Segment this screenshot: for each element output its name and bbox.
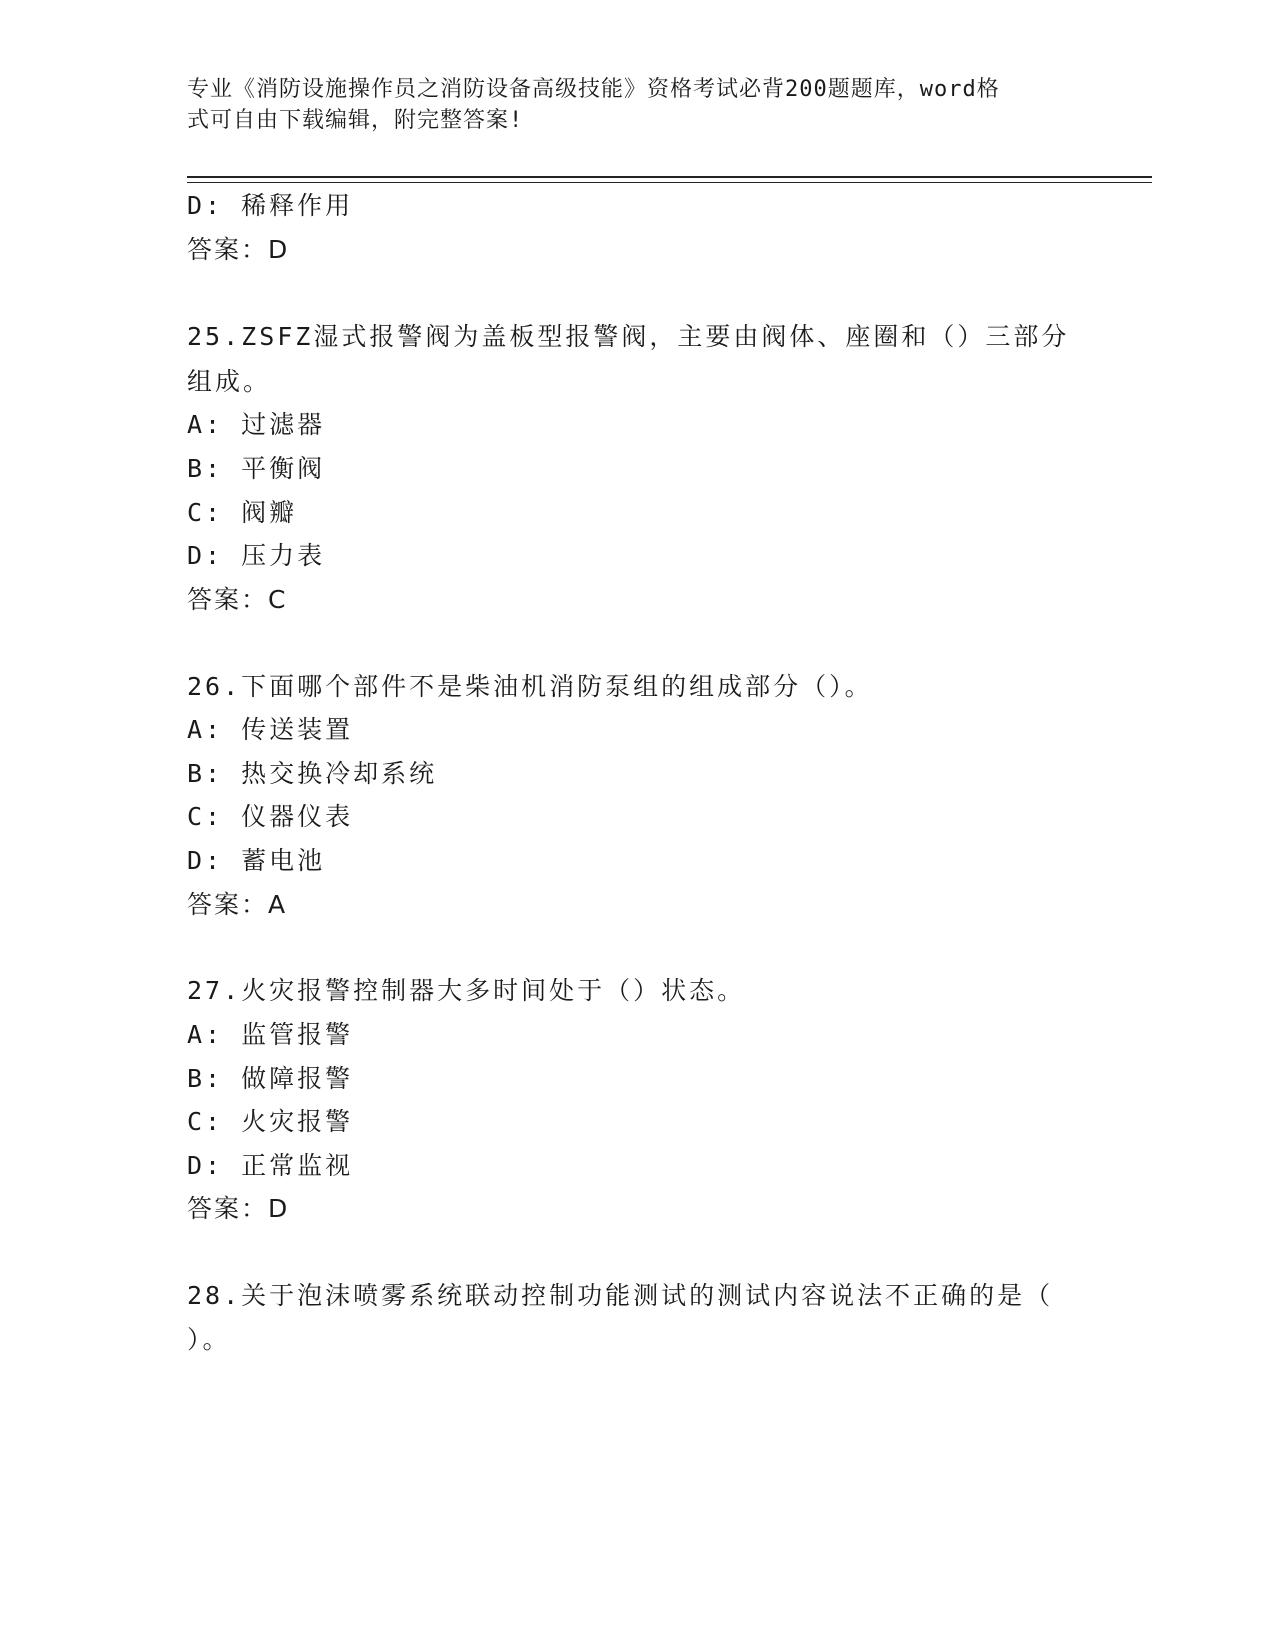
question-25-option-a: A: 过滤器 <box>187 410 326 439</box>
question-26-option-c: C: 仪器仪表 <box>187 802 354 831</box>
question-28-stem-line-2: ）。 <box>187 1325 231 1354</box>
question-25-answer: 答案：C <box>187 585 288 614</box>
question-26-option-d: D: 蓄电池 <box>187 846 326 875</box>
question-25-option-d: D: 压力表 <box>187 541 326 570</box>
question-26-option-b: B: 热交换冷却系统 <box>187 759 438 788</box>
question-27-option-a: A: 监管报警 <box>187 1020 354 1049</box>
prev-answer: 答案：D <box>187 235 290 264</box>
header-line-1: 专业《消防设施操作员之消防设备高级技能》资格考试必背200题题库，word格 <box>187 77 1000 102</box>
document-header <box>187 74 1067 136</box>
question-27-option-c: C: 火灾报警 <box>187 1107 354 1136</box>
question-27-option-b: B: 做障报警 <box>187 1064 354 1093</box>
prev-option-d: D: 稀释作用 <box>187 191 354 220</box>
question-27-answer: 答案：D <box>187 1194 290 1223</box>
question-27-option-d: D: 正常监视 <box>187 1151 354 1180</box>
question-26-option-a: A: 传送装置 <box>187 715 354 744</box>
question-25-stem-line-1: 25.ZSFZ湿式报警阀为盖板型报警阀，主要由阀体、座圈和（）三部分 <box>187 322 1070 351</box>
question-26-stem-line-1: 26.下面哪个部件不是柴油机消防泵组的组成部分（）。 <box>187 672 873 701</box>
question-26-answer: 答案：A <box>187 890 288 919</box>
header-divider-thick <box>187 176 1152 178</box>
question-25-option-b: B: 平衡阀 <box>187 454 326 483</box>
question-28-stem-line-1: 28.关于泡沫喷雾系统联动控制功能测试的测试内容说法不正确的是（ <box>187 1281 1054 1310</box>
header-divider-thin <box>187 182 1152 183</box>
question-25-stem-line-2: 组成。 <box>187 367 272 396</box>
header-line-2: 式可自由下载编辑，附完整答案! <box>187 108 524 133</box>
question-27-stem-line-1: 27.火灾报警控制器大多时间处于（）状态。 <box>187 976 746 1005</box>
question-25-option-c: C: 阀瓣 <box>187 498 298 527</box>
